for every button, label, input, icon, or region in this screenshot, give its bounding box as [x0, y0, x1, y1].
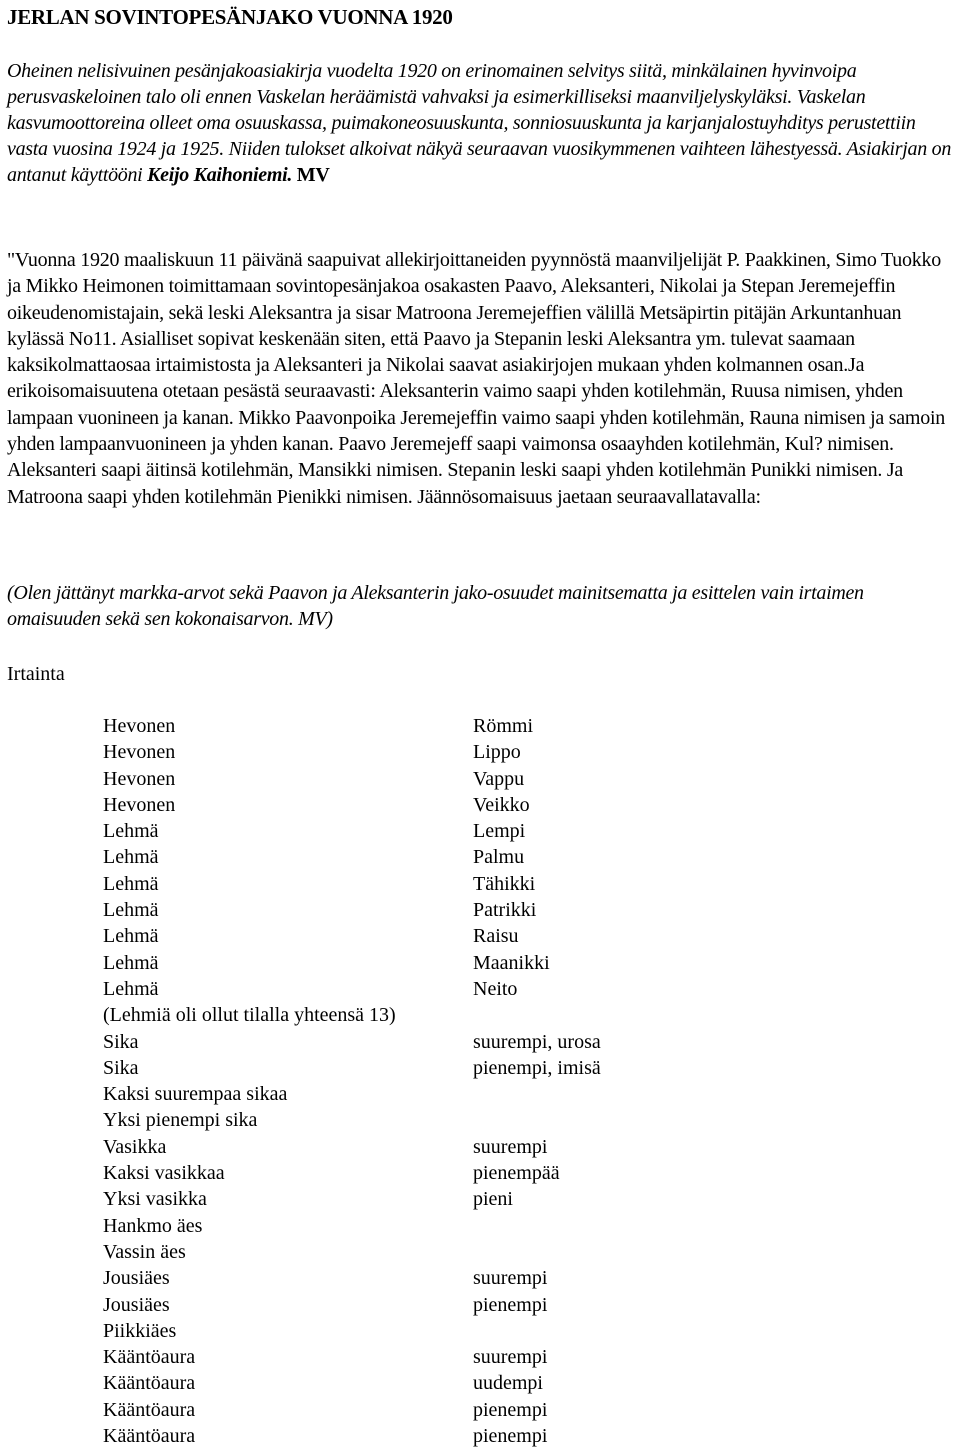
inventory-item: Sika	[103, 1030, 139, 1053]
inventory-item: Lehmä	[103, 925, 159, 948]
inventory-row	[103, 1397, 723, 1423]
inventory-detail: Raisu	[473, 925, 519, 948]
inventory-row	[103, 1239, 723, 1265]
intro-text: Oheinen nelisivuinen pesänjakoasiakirja vuodelta 1920 on erinomainen selvitys siitä, minkälainen hyvinvoipa perusvaskeloinen talo oli ennen Vaskelan heräämistä vahvaksi ja esimerkilliseksi maanviljelyskyläksi. Vaskelan kasvumoottoreina olleet oma osuuskassa, puimakoneosuuskunta, sonniosuuskunta ja karjanjalostuyhditys perustettiin vasta vuosina 1924 ja 1925. Niiden tulokset alkoivat näkyä seuraavan vuosikymmenen vaihteen lähestyessä. Asiakirjan on antanut käyttööni	[7, 60, 952, 186]
inventory-detail: pienempi, imisä	[473, 1056, 601, 1079]
intro-author-name: Keijo Kaihoniemi.	[147, 164, 293, 186]
inventory-row	[103, 1134, 723, 1160]
inventory-item: Kääntöaura	[103, 1425, 196, 1448]
inventory-detail: Lippo	[473, 741, 521, 764]
intro-initials: MV	[296, 164, 330, 186]
inventory-item: Yksi pienempi sika	[103, 1109, 258, 1132]
inventory-item: Lehmä	[103, 977, 159, 1000]
editor-note: (Olen jättänyt markka-arvot sekä Paavon ja Aleksanterin jako-osuudet mainitsematta ja esittelen vain irtaimen omaisuuden sekä sen kokonaisarvon. MV)	[7, 582, 864, 630]
inventory-item: Kääntöaura	[103, 1372, 196, 1395]
section-heading: Irtainta	[7, 663, 65, 685]
inventory-detail: suurempi	[473, 1135, 548, 1158]
inventory-item: Sika	[103, 1056, 139, 1079]
inventory-row	[103, 1318, 723, 1344]
inventory-item: Jousiäes	[103, 1267, 170, 1290]
inventory-item: Hevonen	[103, 715, 176, 737]
inventory-row	[103, 1423, 723, 1449]
inventory-row	[103, 1160, 723, 1186]
inventory-row	[103, 1292, 723, 1318]
inventory-item: Lehmä	[103, 951, 159, 974]
inventory-detail: pieni	[473, 1188, 513, 1211]
inventory-row	[103, 1029, 723, 1055]
inventory-detail: pienempi	[473, 1398, 548, 1421]
inventory-item: Vassin äes	[103, 1240, 186, 1263]
inventory-detail: Lempi	[473, 820, 526, 843]
inventory-row	[103, 818, 723, 844]
inventory-item: Lehmä	[103, 846, 159, 869]
inventory-row	[103, 1186, 723, 1212]
inventory-row	[103, 713, 723, 739]
inventory-row	[103, 976, 723, 1002]
quote-paragraph: "Vuonna 1920 maaliskuun 11 päivänä saapuivat allekirjoittaneiden pyynnöstä maanviljelijät P. Paakkinen, Simo Tuokko ja Mikko Heimonen toimittamaan sovintopesänjakoa osakasten Paavo, Aleksanteri, Nikolai ja Stepan Jeremejeffin oikeudenomistajain, sekä leski Aleksantra ja sisar Matroona Jeremejeffien välillä Metsäpirtin pitäjän Arkuntanhuan kylässä No11. Asialliset sopivat keskenään siten, että Paavo ja Stepanin leski Aleksantra ym. tulevat saamaan kaksikolmattaosaa irtaimistosta ja Aleksanteri ja Nikolai saavat asiakirjojen mukaan yhden kolmannen osan.Ja erikoisomaisuutena otetaan pesästä seuraavasti: Aleksanterin vaimo saapi yhden kotilehmän, Ruusa nimisen, yhden lampaan vuonineen ja kanan. Mikko Paavonpoika Jeremejeffin vaimo saapi yhden kotilehmän, Rauna nimisen ja samoin yhden lampaanvuonineen ja yhden kanan. Paavo Jeremejeff saapi vaimonsa osaayhden kotilehmän, Kul? nimisen. Aleksanteri saapi äitinsä kotilehmän, Mansikki nimisen. Stepanin leski saapi yhden kotilehmän Punikki nimisen. Ja Matroona saapi yhden kotilehmän Pienikki nimisen. Jäännösomaisuus jaetaan seuraavallatavalla:	[7, 249, 946, 508]
inventory-item: Hevonen	[103, 741, 176, 764]
inventory-row	[103, 1213, 723, 1239]
inventory-item: Lehmä	[103, 899, 159, 922]
inventory-row	[103, 1055, 723, 1081]
inventory-detail: Veikko	[473, 793, 530, 816]
inventory-row	[103, 1107, 723, 1133]
inventory-item: Lehmä	[103, 820, 159, 843]
inventory-item: Yksi vasikka	[103, 1188, 207, 1211]
inventory-detail: suurempi	[473, 1267, 548, 1290]
inventory-detail: Neito	[473, 977, 518, 1000]
inventory-detail: uudempi	[473, 1372, 543, 1395]
inventory-detail: Patrikki	[473, 899, 537, 922]
inventory-detail: Römmi	[473, 715, 534, 737]
inventory-row	[103, 1002, 723, 1028]
inventory-detail: pienempi	[473, 1425, 548, 1448]
inventory-row	[103, 923, 723, 949]
inventory-detail: suurempi, urosa	[473, 1030, 601, 1053]
inventory-item: Kaksi vasikkaa	[103, 1162, 225, 1185]
inventory-item: Hevonen	[103, 767, 176, 790]
inventory-row	[103, 1370, 723, 1396]
inventory-row	[103, 739, 723, 765]
inventory-detail: Palmu	[473, 846, 525, 869]
inventory-detail: suurempi	[473, 1346, 548, 1369]
inventory-detail: Tähikki	[473, 872, 536, 895]
inventory-row	[103, 766, 723, 792]
inventory-item: Hankmo äes	[103, 1214, 203, 1237]
inventory-row	[103, 897, 723, 923]
inventory-item: Kääntöaura	[103, 1346, 196, 1369]
inventory-item: Kaksi suurempaa sikaa	[103, 1083, 288, 1106]
inventory-row	[103, 792, 723, 818]
inventory-row	[103, 1265, 723, 1291]
inventory-item: (Lehmiä oli ollut tilalla yhteensä 13)	[103, 1004, 396, 1027]
inventory-item: Piikkiäes	[103, 1319, 177, 1342]
inventory-item: Kääntöaura	[103, 1398, 196, 1421]
inventory-row	[103, 1081, 723, 1107]
inventory-detail: pienempää	[473, 1162, 560, 1185]
inventory-item: Jousiäes	[103, 1293, 170, 1316]
inventory-list	[103, 713, 723, 1449]
inventory-detail: pienempi	[473, 1293, 548, 1316]
inventory-item: Vasikka	[103, 1135, 167, 1158]
inventory-detail: Maanikki	[473, 951, 550, 974]
inventory-item: Lehmä	[103, 872, 159, 895]
inventory-row	[103, 844, 723, 870]
inventory-detail: Vappu	[473, 767, 525, 790]
inventory-row	[103, 1344, 723, 1370]
inventory-row	[103, 950, 723, 976]
inventory-item: Hevonen	[103, 793, 176, 816]
document-title: JERLAN SOVINTOPESÄNJAKO VUONNA 1920	[7, 5, 453, 29]
inventory-row	[103, 871, 723, 897]
intro-paragraph	[7, 58, 957, 188]
